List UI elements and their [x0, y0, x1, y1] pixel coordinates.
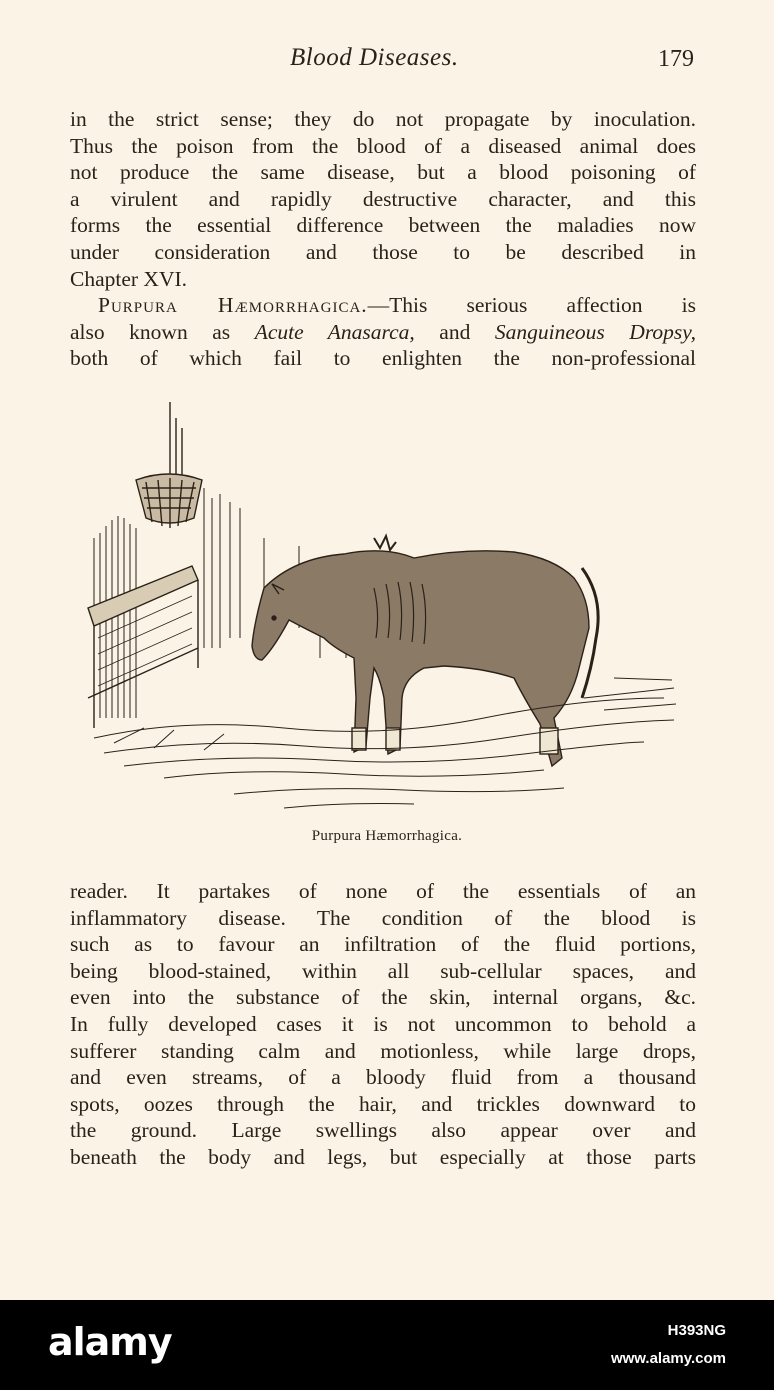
running-title: Blood Diseases. [290, 44, 459, 71]
text-line: the ground. Large swellings also appear over and [70, 1118, 696, 1143]
body-text-bottom [70, 878, 696, 1171]
text-line: beneath the body and legs, but especially at those parts [70, 1144, 696, 1169]
paragraph-heading-line [70, 292, 696, 319]
image-id: H393NG [667, 1322, 726, 1339]
text-line: not produce the same disease, but a blood poisoning of [70, 160, 696, 185]
text-fragment: —This serious affection is [367, 293, 696, 318]
text-line: in the strict sense; they do not propagate by inoculation. [70, 107, 696, 131]
site-url: www.alamy.com [610, 1350, 726, 1367]
text-line: being blood-stained, within all sub-cellular spaces, and [70, 958, 696, 983]
text-fragment: and [414, 319, 495, 344]
alamy-logo: alamy [48, 1320, 172, 1364]
text-line: both of which fail to enlighten the non-professional [70, 346, 696, 371]
text-line: spots, oozes through the hair, and trickles downward to [70, 1091, 696, 1116]
text-line [70, 319, 696, 346]
stock-watermark-bar [0, 1300, 774, 1390]
text-line: even into the substance of the skin, internal organs, &c. [70, 985, 696, 1010]
text-line: reader. It partakes of none of the essentials of an [70, 879, 696, 903]
text-line: Thus the poison from the blood of a diseased animal does [70, 133, 696, 158]
text-line: sufferer standing calm and motionless, while large drops, [70, 1038, 696, 1063]
text-line: under consideration and those to be described in [70, 239, 696, 264]
page-number: 179 [658, 46, 694, 72]
italic-term: Sanguineous Dropsy, [494, 319, 697, 344]
italic-term: Acute Anasarca, [254, 319, 415, 344]
figure-caption: Purpura Hæmorrhagica. [311, 828, 463, 844]
running-head [70, 44, 696, 80]
text-line: In fully developed cases it is not uncommon to behold a [70, 1011, 696, 1036]
text-line: inflammatory disease. The condition of the blood is [70, 905, 696, 930]
text-line: such as to favour an infiltration of the fluid portions, [70, 932, 696, 957]
text-line: forms the essential difference between the maladies now [70, 213, 696, 238]
text-line: Chapter XVI. [70, 266, 188, 291]
horse-engraving [84, 398, 680, 818]
body-text-top [70, 106, 696, 372]
section-heading: Purpura Hæmorrhagica. [98, 293, 368, 318]
text-line: a virulent and rapidly destructive character, and this [70, 186, 696, 211]
text-line: and even streams, of a bloody fluid from a thousand [70, 1065, 696, 1090]
text-fragment: also known as [70, 319, 255, 344]
